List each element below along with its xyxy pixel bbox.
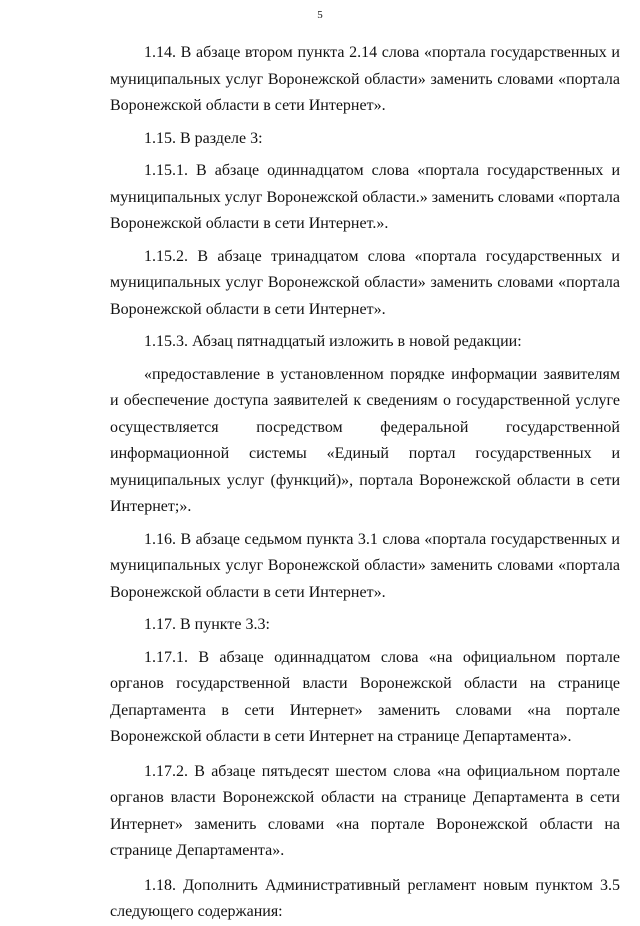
paragraph-1-15-2: 1.15.2. В абзаце тринадцатом слова «портала государственных и муниципальных услуг Воронежской области» заменить словами «портала Воронежской области в сети Интернет».: [110, 247, 620, 318]
paragraph-1-15: 1.15. В разделе 3:: [144, 129, 263, 147]
paragraph-1-18: 1.18. Дополнить Административный регламент новым пунктом 3.5 следующего содержания:: [110, 876, 620, 920]
paragraph-1-17-1: 1.17.1. В абзаце одиннадцатом слова «на официальном портале органов государственной власти Воронежской области на странице Департамента в сети Интернет» заменить словами «на портале Воронежской области в сети Интернет на странице Департамента».: [110, 648, 620, 745]
page-number: 5: [317, 9, 323, 21]
document-body: [110, 40, 620, 926]
quoted-new-text: «предоставление в установленном порядке информации заявителям и обеспечение доступа заявителей к сведениям о государственной услуге осуществляется посредством федеральной государственной информационной системы «Единый портал государственных и муниципальных услуг (функций)», портала Воронежской области в сети Интернет;».: [110, 365, 620, 515]
paragraph-1-17-2: 1.17.2. В абзаце пятьдесят шестом слова «на официальном портале органов власти Воронежской области на странице Департамента в сети Интернет» заменить словами «на портале Воронежской области на странице Департамента».: [110, 762, 620, 859]
paragraph-1-15-3: 1.15.3. Абзац пятнадцатый изложить в новой редакции:: [144, 333, 522, 350]
paragraph-1-14: 1.14. В абзаце втором пункта 2.14 слова «портала государственных и муниципальных услуг Воронежской области» заменить словами «портала Воронежской области в сети Интернет».: [110, 44, 620, 114]
paragraph-1-16: 1.16. В абзаце седьмом пункта 3.1 слова «портала государственных и муниципальных услуг Воронежской области» заменить словами «портала Воронежской области в сети Интернет».: [110, 530, 620, 601]
paragraph-1-15-1: 1.15.1. В абзаце одиннадцатом слова «портала государственных и муниципальных услуг Воронежской области.» заменить словами «портала Воронежской области в сети Интернет.».: [110, 162, 620, 232]
paragraph-1-17: 1.17. В пункте 3.3:: [144, 616, 270, 633]
